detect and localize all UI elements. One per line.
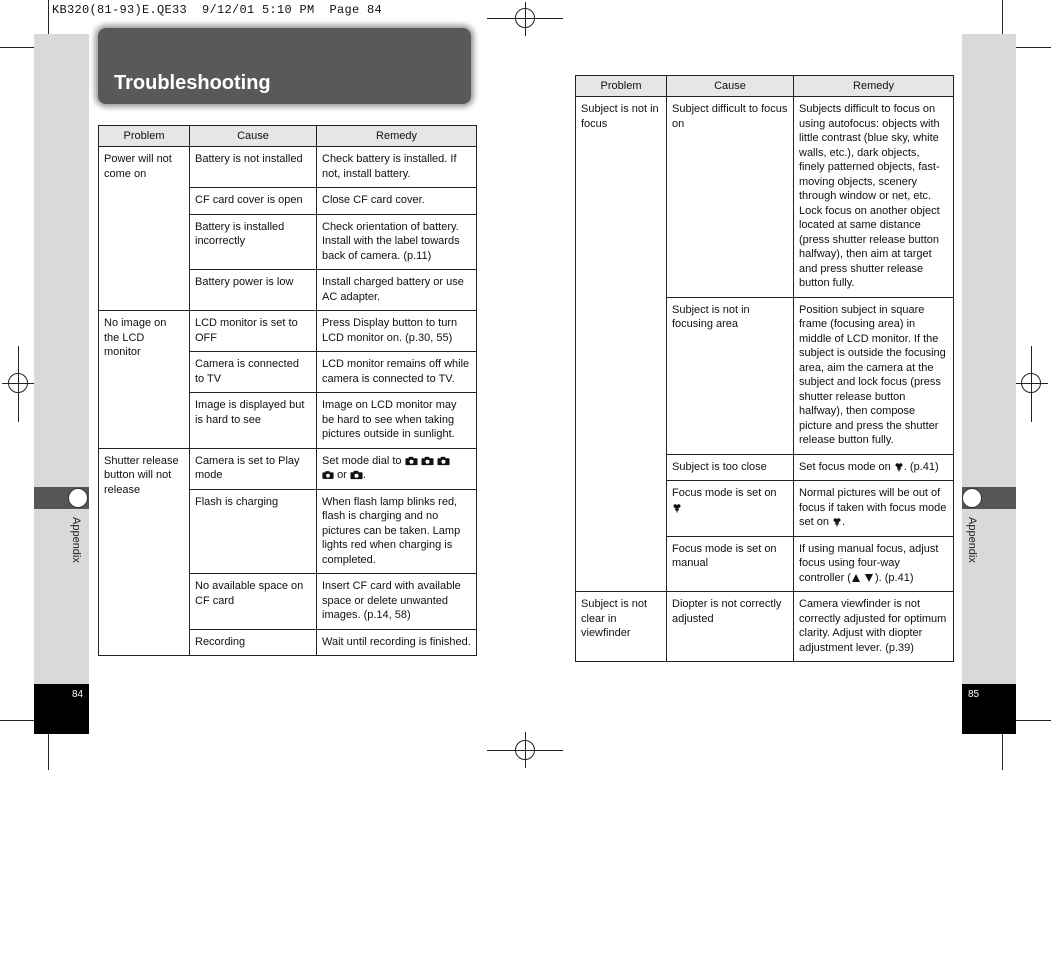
cause-cell: Battery is installed incorrectly xyxy=(190,214,317,270)
crop-mark xyxy=(1002,0,1003,34)
remedy-cell: Insert CF card with available space or delete unwanted images. (p.14, 58) xyxy=(317,574,477,630)
cause-cell: Subject difficult to focus on xyxy=(667,97,794,298)
cause-cell: Camera is set to Play mode xyxy=(190,448,317,489)
remedy-cell: Subjects difficult to focus on using autofocus: objects with little contrast (blue sky, white walls, etc.), dark objects, finely patterned objects, fast-moving objects, scenery through window or net, etc. Lock focus on another object located at same distance (press shutter release button halfway), then aim at target and press shutter release button fully. xyxy=(794,97,954,298)
registration-mark xyxy=(515,740,535,760)
remedy-text: If using manual focus, adjust focus using four-way controller ( xyxy=(799,542,939,584)
remedy-text: . xyxy=(362,469,366,481)
camera-icon xyxy=(350,470,363,480)
remedy-cell: When flash lamp blinks red, flash is charging and no pictures can be taken. Lamp lights red when charging is completed. xyxy=(317,489,477,574)
remedy-cell: Camera viewfinder is not correctly adjusted for optimum clarity. Adjust with diopter adjustment lever. (p.39) xyxy=(794,592,954,662)
remedy-text: or xyxy=(337,469,347,481)
remedy-text: Normal pictures will be out of focus if taken with focus mode set on xyxy=(799,487,947,528)
cause-cell: Subject is too close xyxy=(667,454,794,481)
cause-cell: Recording xyxy=(190,629,317,656)
column-header-problem: Problem xyxy=(99,126,190,147)
remedy-text: . xyxy=(842,516,846,528)
table-row xyxy=(576,97,954,298)
registration-mark xyxy=(1021,373,1041,393)
cause-cell: Flash is charging xyxy=(190,489,317,574)
column-header-problem: Problem xyxy=(576,76,667,97)
remedy-text: Set mode dial to xyxy=(322,454,402,467)
cause-cell: Camera is connected to TV xyxy=(190,352,317,393)
column-header-remedy: Remedy xyxy=(317,126,477,147)
remedy-text: ). (p.41) xyxy=(874,571,914,584)
remedy-cell: Wait until recording is finished. xyxy=(317,629,477,656)
macro-flower-icon xyxy=(894,462,904,472)
remedy-cell xyxy=(794,454,954,481)
crop-mark xyxy=(0,720,34,721)
print-header: KB320(81-93)E.QE33 9/12/01 5:10 PM Page 84 xyxy=(52,3,383,17)
problem-cell: No image on the LCD monitor xyxy=(99,311,190,449)
table-row xyxy=(99,448,477,489)
registration-mark xyxy=(8,373,28,393)
remedy-cell xyxy=(317,448,477,489)
camera-icon xyxy=(322,470,334,480)
macro-flower-icon xyxy=(832,517,842,527)
camera-icon xyxy=(421,456,434,466)
problem-cell: Shutter release button will not release xyxy=(99,448,190,656)
remedy-cell: Position subject in square frame (focusing area) in middle of LCD monitor. If the subject is outside the focusing area, aim the camera at the subject and lock focus (press shutter release button halfway), then compose picture and press the shutter release button fully. xyxy=(794,297,954,454)
remedy-cell: Image on LCD monitor may be hard to see when taking pictures outside in sunlight. xyxy=(317,393,477,449)
crop-mark xyxy=(1002,734,1003,770)
table-header-row xyxy=(576,76,954,97)
remedy-text: Set focus mode on xyxy=(799,460,891,473)
section-label: Appendix xyxy=(70,517,82,563)
section-label: Appendix xyxy=(966,517,978,563)
problem-cell: Subject is not clear in viewfinder xyxy=(576,592,667,662)
remedy-cell: Press Display button to turn LCD monitor on. (p.30, 55) xyxy=(317,311,477,352)
cause-cell: LCD monitor is set to OFF xyxy=(190,311,317,352)
remedy-cell: Install charged battery or use AC adapter. xyxy=(317,270,477,311)
crop-mark xyxy=(1016,720,1051,721)
cause-cell xyxy=(667,481,794,537)
cause-cell: Battery is not installed xyxy=(190,147,317,188)
cause-cell: No available space on CF card xyxy=(190,574,317,630)
remedy-cell: Check orientation of battery. Install with the label towards back of camera. (p.11) xyxy=(317,214,477,270)
remedy-cell: Check battery is installed. If not, install battery. xyxy=(317,147,477,188)
cause-cell: Image is displayed but is hard to see xyxy=(190,393,317,449)
remedy-cell xyxy=(794,481,954,537)
remedy-cell: Close CF card cover. xyxy=(317,188,477,215)
table-row xyxy=(99,147,477,188)
remedy-cell: LCD monitor remains off while camera is connected to TV. xyxy=(317,352,477,393)
page-title: Troubleshooting xyxy=(114,72,271,94)
title-banner xyxy=(98,28,471,104)
tab-marker-icon xyxy=(962,488,982,508)
cause-cell: Subject is not in focusing area xyxy=(667,297,794,454)
left-margin-bar xyxy=(34,34,89,684)
table-row xyxy=(99,311,477,352)
registration-mark xyxy=(515,8,535,28)
crop-mark xyxy=(48,0,49,34)
crop-mark xyxy=(1016,47,1051,48)
table-row xyxy=(576,592,954,662)
camera-icon xyxy=(405,456,418,466)
up-down-arrow-icon xyxy=(851,573,875,583)
troubleshooting-table-left xyxy=(98,125,477,656)
column-header-remedy: Remedy xyxy=(794,76,954,97)
problem-cell: Power will not come on xyxy=(99,147,190,311)
crop-mark xyxy=(48,734,49,770)
page-number: 84 xyxy=(72,689,84,700)
right-margin-bar xyxy=(962,34,1016,684)
remedy-text: . (p.41) xyxy=(903,460,939,473)
cause-text: Focus mode is set on xyxy=(672,487,777,499)
remedy-cell xyxy=(794,536,954,592)
table-header-row xyxy=(99,126,477,147)
column-header-cause: Cause xyxy=(190,126,317,147)
troubleshooting-table-right xyxy=(575,75,954,662)
cause-cell: Focus mode is set on manual xyxy=(667,536,794,592)
page-number: 85 xyxy=(968,689,980,700)
cause-cell: Battery power is low xyxy=(190,270,317,311)
cause-cell: CF card cover is open xyxy=(190,188,317,215)
camera-icon xyxy=(437,456,450,466)
macro-flower-icon xyxy=(672,503,682,513)
tab-marker-icon xyxy=(68,488,88,508)
crop-mark xyxy=(0,47,34,48)
cause-cell: Diopter is not correctly adjusted xyxy=(667,592,794,662)
problem-cell: Subject is not in focus xyxy=(576,97,667,592)
column-header-cause: Cause xyxy=(667,76,794,97)
